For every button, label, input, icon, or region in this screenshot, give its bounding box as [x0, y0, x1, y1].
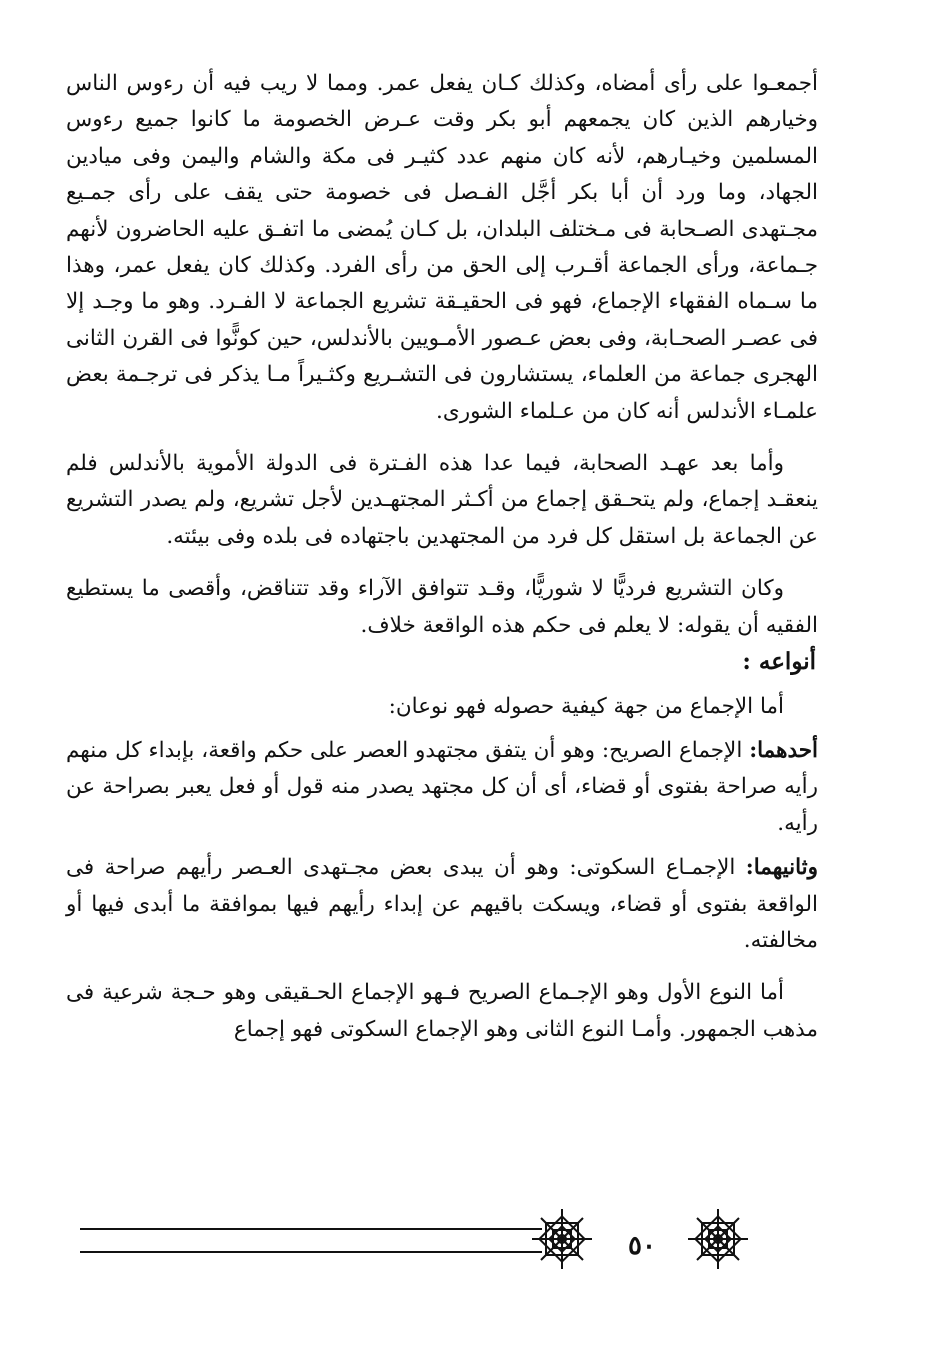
page-footer: [0, 1195, 932, 1295]
paragraph-6-text: الإجمـاع السكوتى: وهو أن يبدى بعض مجـتهدى العـصر رأيهم صراحة فى الواقعة بفتوى أو قضاء، ويسكت باقيهم عن إبداء رأيهم فيها بموافقة ما أبدى فيها أو مخالفته.: [66, 855, 818, 953]
paragraph-3: وكان التشريع فرديًّا لا شوريًّا، وقـد تتوافق الآراء وقد تتناقض، وأقصى ما يستطيع الفقيه أن يقوله: لا يعلم فى حكم هذه الواقعة خلاف.: [66, 576, 818, 638]
paragraph-5-text: الإجماع الصريح: وهو أن يتفق مجتهدو العصر على حكم واقعة، بإبداء كل منهم رأيه صراحة بفتوى أو قضاء، أى أن كل مجتهد يصدر منه قول أو فعل يعبر بصراحة عن رأيه.: [66, 737, 818, 836]
paragraph-5-lead: أحدهما:: [749, 737, 818, 763]
paragraph-6: [66, 850, 818, 959]
star-ornament-icon: [686, 1205, 750, 1273]
paragraph-4: أما الإجماع من جهة كيفية حصوله فهو نوعان:: [388, 693, 784, 719]
footer-rule-bottom: [80, 1251, 542, 1253]
page-number: ٥٠: [628, 1231, 656, 1261]
paragraph-2: وأما بعد عهـد الصحابة، فيما عدا هذه الفـترة فى الدولة الأموية بالأندلس فلم ينعقـد إجماع، ولم يتحـقق إجماع من أكـثر المجتهـدين لأجل تشريع، ولم يصدر التشريع عن الجماعة بل استقل كل فرد من المجتهدين باجتهاده فى بلده وفى بيئته.: [66, 451, 818, 549]
body-text: [66, 66, 818, 1048]
section-heading: أنواعه :: [742, 648, 816, 676]
paragraph-6-lead: وثانيهما:: [745, 855, 818, 881]
paragraph-7: أما النوع الأول وهو الإجـماع الصريح فـهو الإجماع الحـقيقى وهو حـجة شرعية فى مذهب الجمهور. وأمـا النوع الثانى وهو الإجماع السكوتى فهو إجماع: [66, 980, 818, 1042]
footer-rule-top: [80, 1228, 542, 1230]
paragraph-5: [66, 733, 818, 842]
paragraph-1: أجمعـوا على رأى أمضاه، وكذلك كـان يفعل عمر. ومما لا ريب فيه أن رءوس الناس وخيارهم الذين كان يجمعهم أبو بكر وقت عـرض الخصومة ما كانوا جميع رءوس المسلمين وخيـارهم، لأنه كان منهم عدد كثيـر فى مكة والشام واليمن وفى ميادين الجهاد، وما ورد أن أبا بكر أجَّل الفـصل فى خصومة حتى يقف على رأى جمـيع مجـتهدى الصـحابة فى مـختلف البلدان، بل كـان يُمضى ما اتفـق عليه الحاضرون لأنهم جـماعة، ورأى الجماعة أقـرب إلى الحق من رأى الفرد. وكذلك كان يفعل عمر، وهذا ما سـماه الفقهاء الإجماع، فهو فى الحقيـقة تشريع الجماعة لا الفـرد. وهو ما وجـد إلا فى عصـر الصحـابة، وفى بعض عـصور الأمـويين بالأندلس، حين كونًّوا فى القرن الثانى الهجرى جماعة من العلماء، يستشارون فى التشـريع وكثـيراً مـا يذكر فى ترجـمة بعض علمـاء الأندلس أنه كان من عـلماء الشورى.: [66, 71, 818, 424]
star-ornament-icon: [530, 1205, 594, 1273]
